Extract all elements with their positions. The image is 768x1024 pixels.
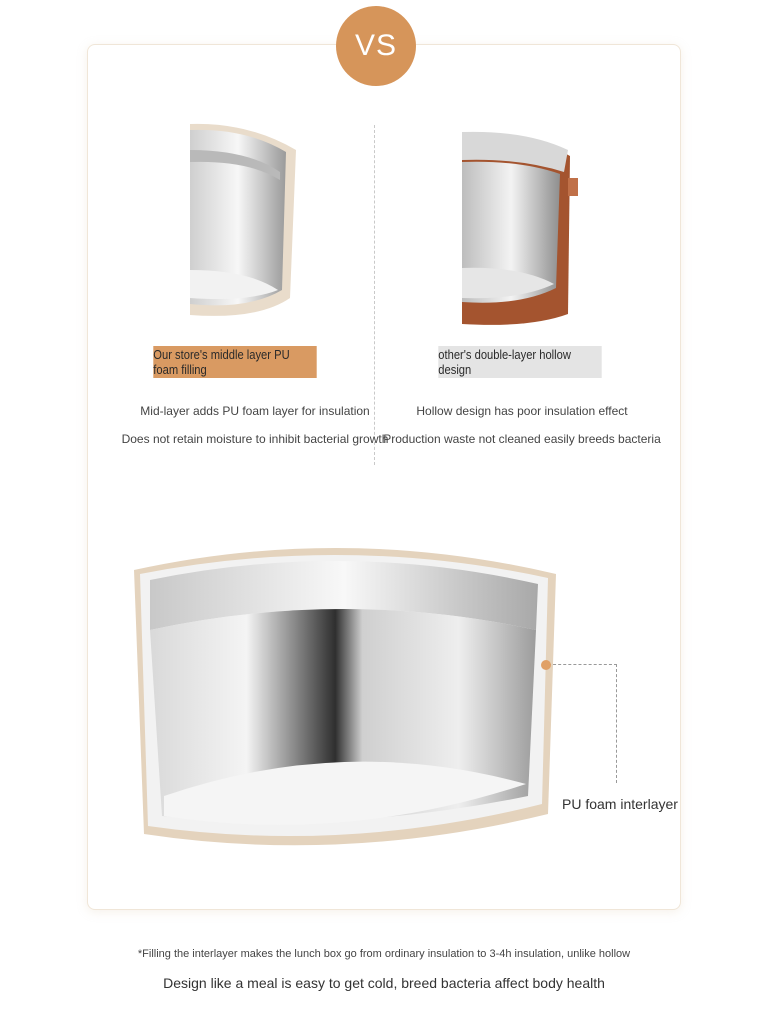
ours-desc-line2: Does not retain moisture to inhibit bacterial growth	[121, 432, 389, 446]
callout-label: PU foam interlayer	[562, 796, 678, 812]
ours-desc-line1: Mid-layer adds PU foam layer for insulation	[140, 404, 370, 418]
main-bowl-cross-section-image	[124, 534, 566, 854]
callout-dot	[541, 660, 551, 670]
footer-line: Design like a meal is easy to get cold, breed bacteria affect body health	[163, 975, 605, 991]
vs-badge: VS	[336, 6, 416, 86]
footnote: *Filling the interlayer makes the lunch box go from ordinary insulation to 3-4h insulation, unlike hollow	[137, 948, 631, 960]
theirs-desc-line2: Production waste not cleaned easily breeds bacteria	[383, 432, 661, 446]
ours-title-pill: Our store's middle layer PU foam filling	[153, 346, 316, 378]
theirs-desc-line1: Hollow design has poor insulation effect	[416, 404, 628, 418]
theirs-title-pill: other's double-layer hollow design	[438, 346, 601, 378]
theirs-cross-section-image	[460, 128, 586, 328]
callout-connector	[548, 664, 617, 783]
ours-cross-section-image	[188, 120, 300, 320]
